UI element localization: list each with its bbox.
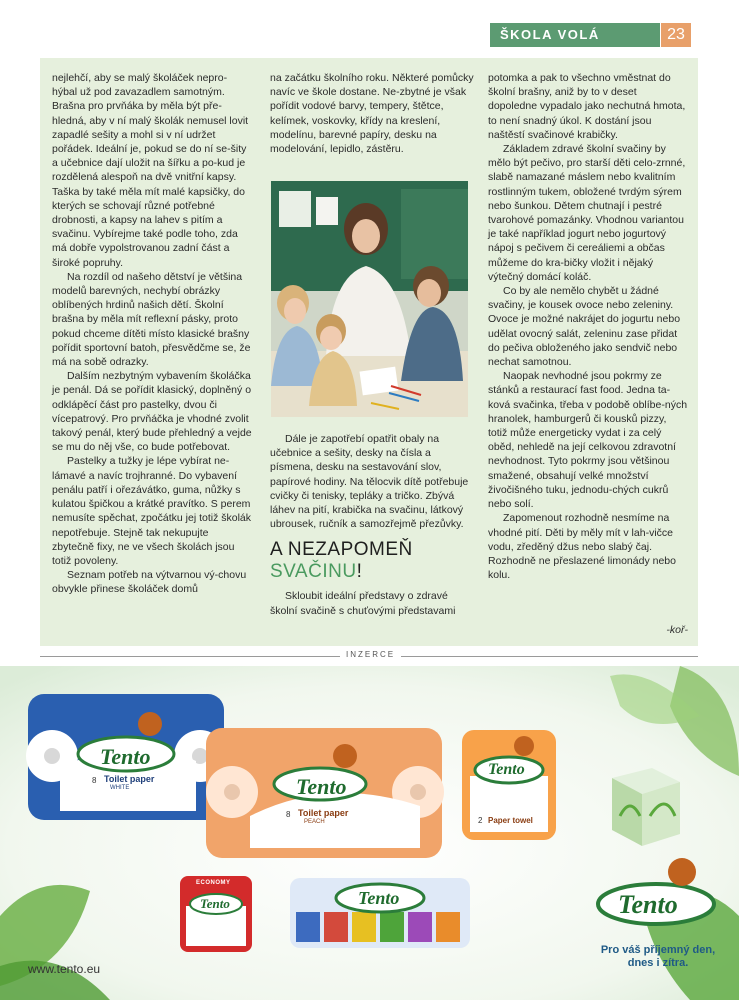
paragraph: potomka a pak to všechno vměstnat do školní brašny, aniž by to v deset dopoledne vypadalo jako nechutná hmota, to není snadný úkol. K dostání jsou naštěstí svačinové krabičky.: [488, 72, 686, 141]
towel-label: Paper towel: [488, 816, 533, 825]
paragraph: na začátku školního roku. Některé pomůcky navíc ve škole dostane. Ne-zbytné je však pořídit vodové barvy, tempery, štětce, kelímek, voskovky, křídy na kreslení, modelínu, barevné papíry, desku na modelování, lepidlo, zástěru.: [270, 72, 474, 156]
subheading-mark: !: [356, 561, 363, 583]
paragraph: Seznam potřeb na výtvarnou vý-chovu obvykle přinese školáček domů: [52, 569, 247, 596]
advert-url[interactable]: www.tento.eu: [28, 962, 101, 976]
paragraph: Pastelky a tužky je lépe vybírat ne-lámavé a navíc trojhranné. Do vybavení penálu patří i ořezávátko, guma, nůžky s kulatou špičkou a krátké pravítko. S perem nemusíte spěchat, zpočátku jej totiž školák nepotřebuje. Stejně tak nekupujte zbytečně fixy, ne ve všech školách jsou totiž povoleny.: [52, 455, 252, 567]
advert: [0, 666, 739, 1000]
slogan-line-1: Pro váš příjemný den,: [600, 944, 716, 956]
paragraph: Naopak nevhodné jsou pokrmy ze stánků a restaurací fast food. Jedna ta-ková svačinka, třeba v podobě oblíbe-ných hranolek, hamburgerů či kousků pizzy, totiž může energeticky vydat i za celý oběd, nehledě na její celkovou zdravotní nevhodnost. Tyto pokrmy jsou většinou smažené, obsahují velké množství živočišného tuku, jednodu-chých cukrů nebo solí.: [488, 370, 688, 511]
paragraph: Na rozdíl od našeho dětství je většina modelů barevných, nechybí obrázky oblíbených hrdinů našich dětí. Školní brašna by měla mít reflexní pásky, proto pokud chceme dítěti místo klasické brašny pořídit sportovní batoh, přesvědčme se, že má na sobě odrazky.: [52, 270, 251, 369]
towel-count: 2: [478, 816, 483, 825]
article-column-2-top: [270, 71, 476, 156]
slogan-line-2: dnes i zítra.: [627, 957, 689, 969]
brand-text-white: Tento: [100, 744, 151, 769]
subheading: [270, 539, 476, 583]
peach-pack-count: 8: [286, 810, 291, 819]
author-signature: -koř-: [666, 624, 688, 636]
classroom-photo: [271, 181, 468, 417]
section-title: ŠKOLA VOLÁ: [490, 23, 660, 47]
subheading-line-2: SVAČINU: [270, 561, 357, 583]
brand-text-economy: Tento: [200, 896, 230, 911]
paragraph: Skloubit ideální představy o zdravé školní svačině s chuťovými představami: [270, 590, 456, 617]
article-column-1: [52, 71, 252, 597]
paragraph: Zapomenout rozhodně nesmíme na vhodné pití. Děti by měly mít v lah-vičce vodu, zředěný džus nebo slabý čaj. Rozhodně ne přeslazené limonády nebo kolu.: [488, 512, 676, 582]
advert-slogan: [588, 944, 728, 970]
page-number: 23: [661, 23, 691, 47]
brand-text-peach: Tento: [296, 774, 347, 799]
peach-pack-variant: PEACH: [304, 819, 325, 825]
brand-text-towel: Tento: [488, 761, 525, 778]
paragraph: Základem zdravé školní svačiny by mělo být pečivo, pro starší děti celo-zrnné, slabě namazané máslem nebo kvalitním rostlinným tukem, obložené tvrdým sýrem nebo šunkou. Dětem chutnají i pestré tvarohové pomazánky. Vhodnou variantou je také například jogurt nebo jogurtový nápoj s pečivem či cereáliemi a občas můžeme do kra-bičky vložit i nějaký výtečný domácí koláč.: [488, 143, 686, 283]
paragraph: Dále je zapotřebí opatřit obaly na učebnice a sešity, desky na čísla a písmena, desku na sestavování slov, papírové hodiny. Na tělocvik dítě potřebuje cvičky či tenisky, tepláky a tričko. Zbývá láhev na pití, krabička na svačinu, látkový ubrousek, ručník a samozřejmě přezůvky.: [270, 433, 469, 531]
white-pack-label: Toilet paper: [104, 774, 155, 784]
peach-pack-label: Toilet paper: [298, 808, 349, 818]
paragraph: Dalším nezbytným vybavením školáčka je penál. Dá se pořídit klasický, doplněný o odklápěcí část pro pastelky, dvou či vícepatrový. Pro prvňáčka je vhodné zvolit takový penál, který bude přehledný a vejde se mu do něj vše, co bude potřebovat.: [52, 370, 252, 454]
subheading-line-1: A NEZAPOMEŇ: [270, 539, 413, 561]
economy-label: ECONOMY: [196, 880, 231, 886]
article-column-2-bottom: [270, 432, 476, 618]
article-panel: [40, 58, 698, 646]
white-pack-count: 8: [92, 776, 97, 785]
brand-text-colored: Tento: [358, 888, 400, 908]
advert-label: INZERCE: [340, 650, 401, 659]
economy-roll: [180, 876, 252, 952]
paragraph: nejlehčí, aby se malý školáček nepro-hýbal už pod zavazadlem samotným. Brašna pro prvňáka by měla být pře-hledná, aby v ní malý školák nemusel lovit zapadlé sešity a mohl si v ní udržet pořádek. Ideální je, pokud se do ní se-šity a učebnice dají uložit na šířku a po-kud je rozdělená alespoň na dvě vnitřní kapsy. Taška by také měla mít malé kapsičky, do kterých se schovají různé potřebné drobnosti, a kapsy na lahev s pitím a svačinu. Vybírejme také podle toho, zda má dobře vypolstrovanou zadní část a široké popruhy.: [52, 72, 249, 269]
white-pack-variant: WHITE: [110, 785, 130, 791]
brand-text-logo: Tento: [618, 890, 678, 919]
article-column-3: [488, 71, 688, 582]
tissue-box: [612, 768, 680, 846]
paragraph: Co by ale nemělo chybět u žádné svačiny, je kousek ovoce nebo zeleniny. Ovoce je možné nakrájet do jogurtu nebo udělat ovocný salát, zeleninu zase přidat do pečiva obloženého jako sendvič nebo nechat samotnou.: [488, 285, 681, 369]
